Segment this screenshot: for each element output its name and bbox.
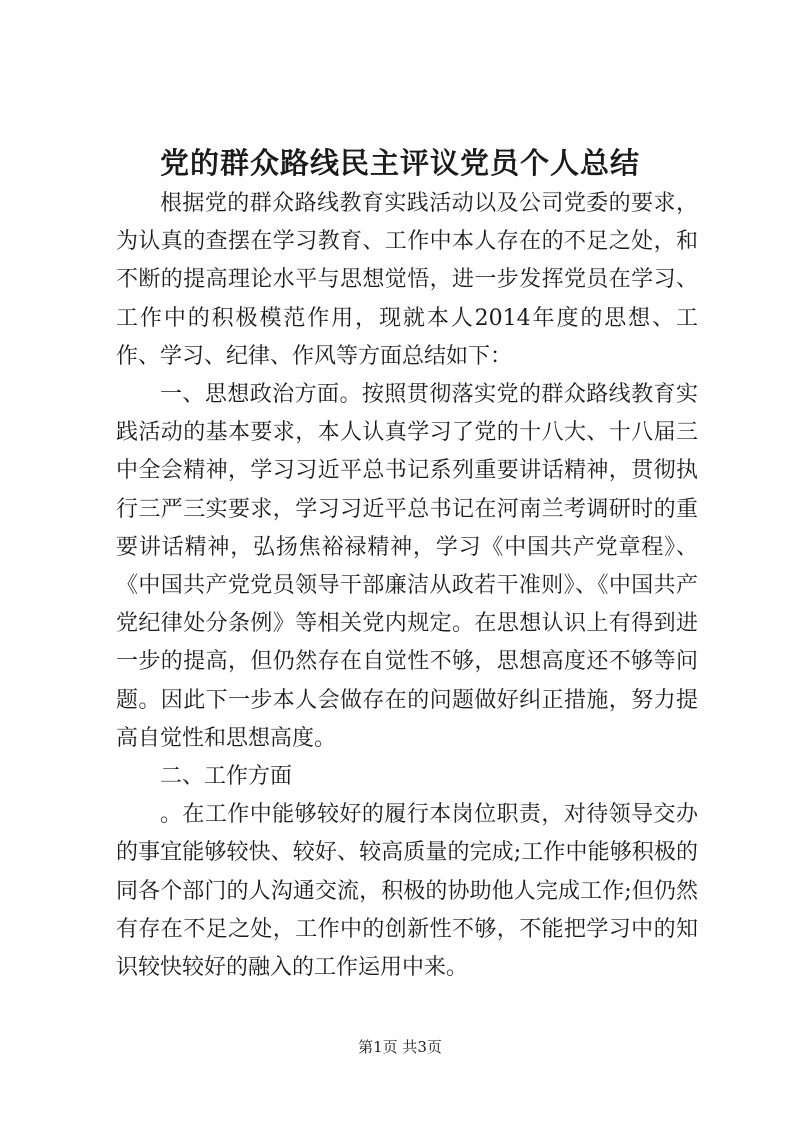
paragraph-intro: 根据党的群众路线教育实践活动以及公司党委的要求，为认真的查摆在学习教育、工作中本人存在的不足之处，和不断的提高理论水平与思想觉悟，进一步发挥党员在学习、工作中的积极模范作用，现就本人2014年度的思想、工作、学习、纪律、作风等方面总结如下：	[116, 191, 698, 369]
paragraph-ideology: 一、思想政治方面。按照贯彻落实党的群众路线教育实践活动的基本要求，本人认真学习了党的十八大、十八届三中全会精神，学习习近平总书记系列重要讲话精神，贯彻执行三严三实要求，学习习近平总书记在河南兰考调研时的重要讲话精神，弘扬焦裕禄精神，学习《中国共产党章程》、《中国共产党党员领导干部廉洁从政若干准则》、《中国共产党纪律处分条例》等相关党内规定。在思想认识上有得到进一步的提高，但仍然存在自觉性不够，思想高度还不够等问题。因此下一步本人会做存在的问题做好纠正措施，努力提高自觉性和思想高度。	[116, 382, 698, 751]
document-title: 党的群众路线民主评议党员个人总结	[159, 146, 640, 180]
page-footer: 第1页 共3页	[358, 1038, 442, 1056]
document-body	[116, 185, 698, 987]
section-heading-work: 二、工作方面	[160, 764, 293, 790]
paragraph-work: 。在工作中能够较好的履行本岗位职责，对待领导交办的事宜能够较快、较好、较高质量的完成;工作中能够积极的同各个部门的人沟通交流，积极的协助他人完成工作;但仍然有存在不足之处，工作中的创新性不够，不能把学习中的知识较快较好的融入的工作运用中来。	[116, 802, 698, 981]
